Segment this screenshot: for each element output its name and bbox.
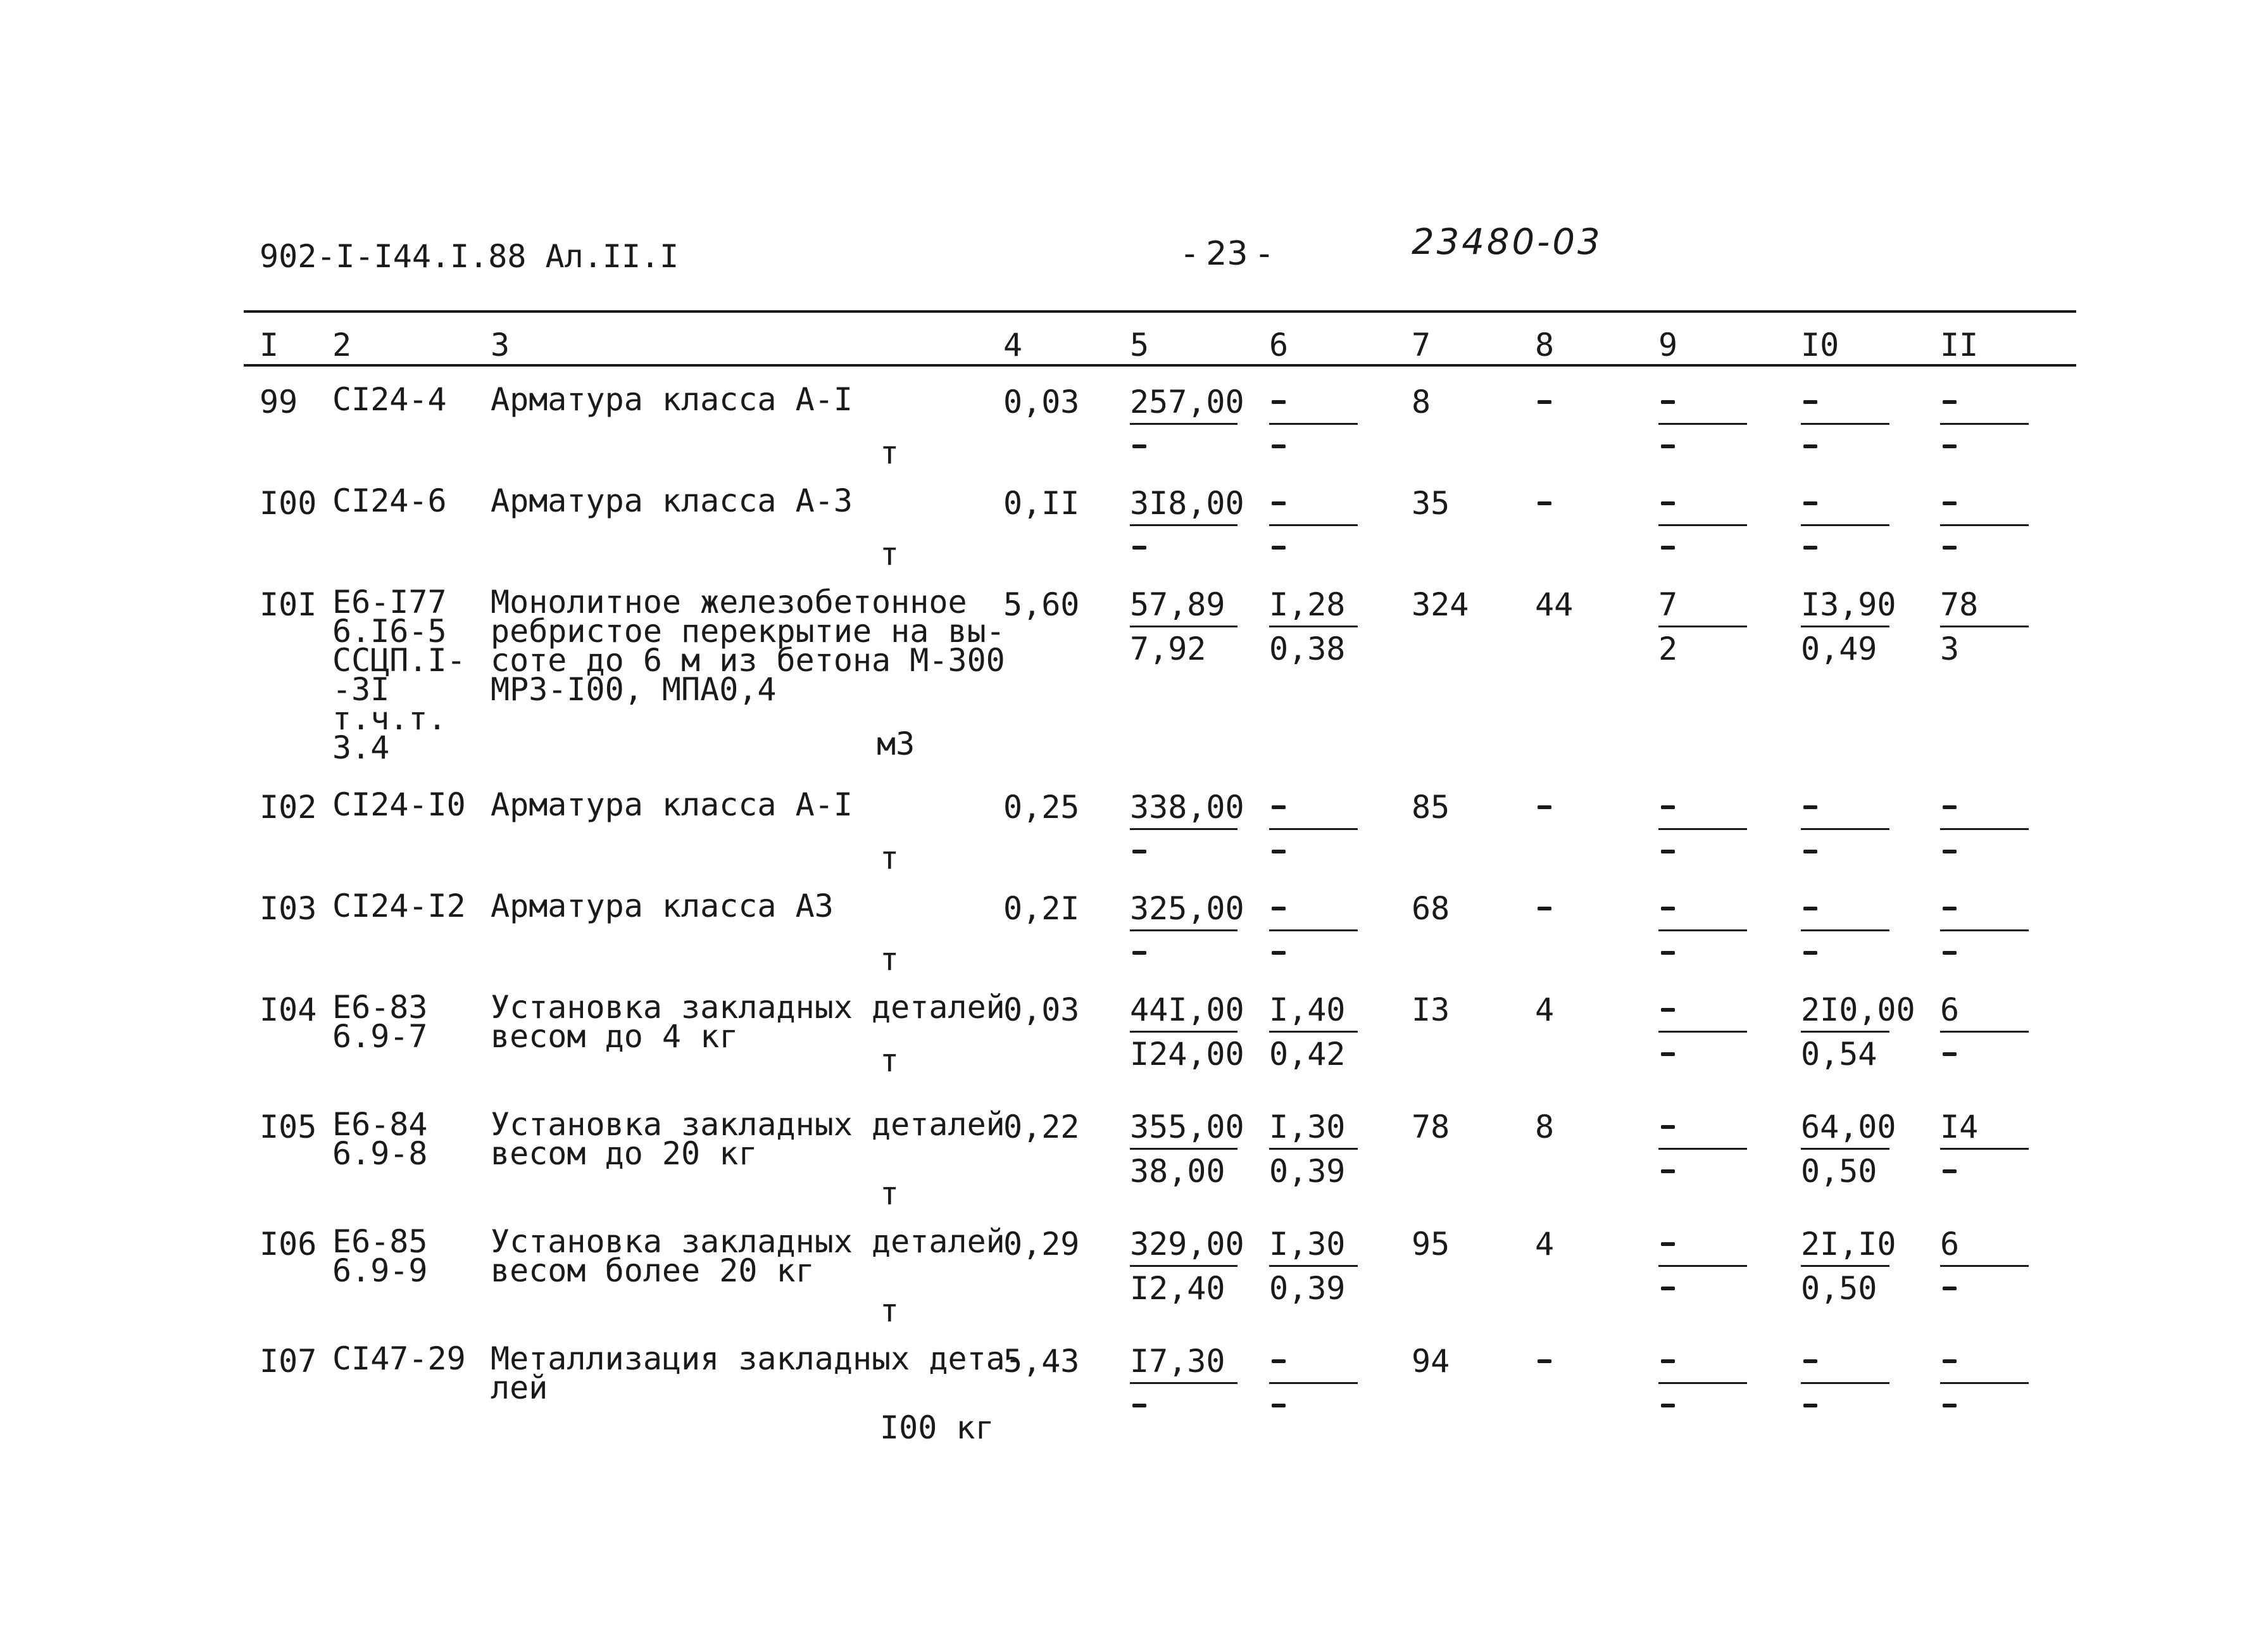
col10-top-fraction-line <box>1801 524 1889 526</box>
col10-bottom: 0,50 <box>1801 1153 1877 1190</box>
row-number: I04 <box>260 991 317 1028</box>
row-code: CI24-4 <box>332 381 447 418</box>
row-number: I07 <box>260 1343 317 1380</box>
col9-top-dash <box>1661 805 1675 809</box>
col8-value: 8 <box>1535 1109 1555 1145</box>
col7-value: I3 <box>1412 991 1450 1028</box>
col7-value: 78 <box>1412 1109 1450 1145</box>
row-description: Установка закладных деталей весом до 20 кг <box>491 1106 1005 1172</box>
col5-top: 329,00 <box>1130 1226 1244 1262</box>
col9-top-fraction-line <box>1658 423 1747 425</box>
col5-top-fraction-line <box>1130 929 1237 931</box>
col11-top: I4 <box>1940 1109 1979 1145</box>
col6-top-fraction-line <box>1269 1148 1358 1150</box>
col9-top-fraction-line <box>1658 626 1747 627</box>
col9-top-fraction-line <box>1658 1031 1747 1033</box>
col8-value: 4 <box>1535 1226 1555 1262</box>
col5-bottom: I2,40 <box>1130 1270 1225 1307</box>
col9-top-fraction-line <box>1658 828 1747 830</box>
col9-bottom-dash <box>1661 1052 1675 1056</box>
col10-bottom-dash <box>1803 546 1817 550</box>
row-unit: т <box>880 1292 899 1329</box>
col5-top: I7,30 <box>1130 1343 1225 1380</box>
col11-top-fraction-line <box>1940 1031 2029 1033</box>
col8-value-dash <box>1538 805 1551 809</box>
col9-bottom-dash <box>1661 951 1675 955</box>
col9-top-dash <box>1661 501 1675 505</box>
row-unit: т <box>880 840 899 876</box>
row-number: I0I <box>260 586 317 623</box>
col6-bottom-dash <box>1272 444 1286 448</box>
col11-bottom-dash <box>1943 444 1957 448</box>
col11-top-fraction-line <box>1940 423 2029 425</box>
col-header-5: 5 <box>1130 327 1150 363</box>
col6-top-dash <box>1272 907 1286 910</box>
document-code: 902-I-I44.I.88 Ал.II.I <box>260 238 679 275</box>
col10-top-fraction-line <box>1801 423 1889 425</box>
col5-top: 44I,00 <box>1130 991 1244 1028</box>
col8-value-dash <box>1538 400 1551 404</box>
row-unit: т <box>880 1042 899 1079</box>
col9-top: 7 <box>1658 586 1678 623</box>
col7-value: 324 <box>1412 586 1469 623</box>
row-code: CI24-6 <box>332 482 447 519</box>
col9-bottom-dash <box>1661 1169 1675 1173</box>
col5-bottom-dash <box>1132 444 1146 448</box>
page-number: - 23 - <box>1184 235 1270 273</box>
col-header-11: II <box>1940 327 1979 363</box>
col11-top-fraction-line <box>1940 828 2029 830</box>
col10-top: 64,00 <box>1801 1109 1896 1145</box>
col5-top-fraction-line <box>1130 524 1237 526</box>
col5-top: 257,00 <box>1130 384 1244 420</box>
row-code: CI24-I2 <box>332 888 466 924</box>
col10-bottom-dash <box>1803 951 1817 955</box>
col5-top-fraction-line <box>1130 423 1237 425</box>
row-number: 99 <box>260 384 298 420</box>
row-description: Монолитное железобетонное ребристое перекрытие на вы- соте до 6 м из бетона М-300 МР3-I00, МПА0,4 <box>491 584 1005 708</box>
row-number: I02 <box>260 789 317 826</box>
col11-top-fraction-line <box>1940 1382 2029 1384</box>
col10-bottom-dash <box>1803 1404 1817 1407</box>
row-quantity: 0,2I <box>1003 890 1080 927</box>
row-code: E6-I77 6.I6-5 ССЦП.I- -3I т.ч.т. 3.4 <box>332 584 466 766</box>
col9-top-dash <box>1661 1242 1675 1246</box>
col-header-7: 7 <box>1412 327 1431 363</box>
col6-top: I,30 <box>1269 1109 1346 1145</box>
col11-top-fraction-line <box>1940 1265 2029 1267</box>
col6-top-dash <box>1272 1359 1286 1363</box>
col-header-6: 6 <box>1269 327 1289 363</box>
col9-top-fraction-line <box>1658 524 1747 526</box>
col11-bottom-dash <box>1943 1169 1957 1173</box>
col-header-1: I <box>260 327 279 363</box>
row-description: Установка закладных деталей весом более 20 кг <box>491 1223 1005 1289</box>
row-unit: т <box>880 434 899 471</box>
col10-top-dash <box>1803 1359 1817 1363</box>
col5-top-fraction-line <box>1130 1265 1237 1267</box>
col6-top-dash <box>1272 805 1286 809</box>
col10-bottom: 0,49 <box>1801 631 1877 667</box>
col5-top: 57,89 <box>1130 586 1225 623</box>
row-quantity: 0,03 <box>1003 384 1080 420</box>
col-header-2: 2 <box>332 327 352 363</box>
row-unit: I00 кг <box>880 1409 994 1446</box>
col6-top-dash <box>1272 400 1286 404</box>
col6-bottom: 0,39 <box>1269 1153 1346 1190</box>
col-header-8: 8 <box>1535 327 1555 363</box>
col10-bottom-dash <box>1803 850 1817 853</box>
col9-bottom-dash <box>1661 850 1675 853</box>
col6-bottom: 0,39 <box>1269 1270 1346 1307</box>
row-quantity: 0,25 <box>1003 789 1080 826</box>
col11-top-fraction-line <box>1940 626 2029 627</box>
col6-top: I,40 <box>1269 991 1346 1028</box>
col10-bottom: 0,54 <box>1801 1036 1877 1073</box>
col5-top: 338,00 <box>1130 789 1244 826</box>
row-quantity: 0,03 <box>1003 991 1080 1028</box>
row-quantity: 0,22 <box>1003 1109 1080 1145</box>
col11-top-dash <box>1943 805 1957 809</box>
col10-top-fraction-line <box>1801 828 1889 830</box>
col9-top-dash <box>1661 1125 1675 1129</box>
col5-bottom-dash <box>1132 1404 1146 1407</box>
col5-top-fraction-line <box>1130 1382 1237 1384</box>
col-header-3: 3 <box>491 327 510 363</box>
col9-top-dash <box>1661 400 1675 404</box>
table-header-rule <box>244 364 2076 367</box>
row-quantity: 0,29 <box>1003 1226 1080 1262</box>
row-unit: т <box>880 941 899 978</box>
col10-top-dash <box>1803 501 1817 505</box>
col11-top-dash <box>1943 1359 1957 1363</box>
col10-top-dash <box>1803 907 1817 910</box>
col10-top-dash <box>1803 805 1817 809</box>
col10-bottom-dash <box>1803 444 1817 448</box>
col10-bottom: 0,50 <box>1801 1270 1877 1307</box>
col6-top-fraction-line <box>1269 1382 1358 1384</box>
col6-top-dash <box>1272 501 1286 505</box>
row-description: Арматура класса А-I <box>491 786 853 823</box>
col9-top-dash <box>1661 907 1675 910</box>
col8-value-dash <box>1538 907 1551 910</box>
col11-bottom-dash <box>1943 951 1957 955</box>
col11-bottom-dash <box>1943 546 1957 550</box>
col9-top-dash <box>1661 1359 1675 1363</box>
col6-top-fraction-line <box>1269 524 1358 526</box>
row-description: Металлизация закладных дета- лей <box>491 1340 1024 1406</box>
col9-top-dash <box>1661 1008 1675 1012</box>
col5-bottom-dash <box>1132 546 1146 550</box>
col9-top-fraction-line <box>1658 1148 1747 1150</box>
col11-top: 78 <box>1940 586 1979 623</box>
col11-bottom-dash <box>1943 1052 1957 1056</box>
col5-top-fraction-line <box>1130 626 1237 627</box>
col6-bottom: 0,38 <box>1269 631 1346 667</box>
col6-bottom-dash <box>1272 951 1286 955</box>
col9-bottom-dash <box>1661 1404 1675 1407</box>
row-quantity: 5,60 <box>1003 586 1080 623</box>
col-header-10: I0 <box>1801 327 1839 363</box>
col7-value: 94 <box>1412 1343 1450 1380</box>
col5-top: 325,00 <box>1130 890 1244 927</box>
col5-bottom-dash <box>1132 951 1146 955</box>
col11-top-dash <box>1943 907 1957 910</box>
col8-value-dash <box>1538 501 1551 505</box>
col8-value-dash <box>1538 1359 1551 1363</box>
row-code: E6-85 6.9-9 <box>332 1223 428 1289</box>
row-quantity: 5,43 <box>1003 1343 1080 1380</box>
col5-top-fraction-line <box>1130 1148 1237 1150</box>
col10-top-dash <box>1803 400 1817 404</box>
col7-value: 8 <box>1412 384 1431 420</box>
col10-top-fraction-line <box>1801 1382 1889 1384</box>
col-header-9: 9 <box>1658 327 1678 363</box>
row-code: CI24-I0 <box>332 786 466 823</box>
col5-bottom: I24,00 <box>1130 1036 1244 1073</box>
col10-top-fraction-line <box>1801 929 1889 931</box>
col10-top-fraction-line <box>1801 1265 1889 1267</box>
col9-top-fraction-line <box>1658 1265 1747 1267</box>
col8-value: 44 <box>1535 586 1574 623</box>
row-number: I05 <box>260 1109 317 1145</box>
col8-value: 4 <box>1535 991 1555 1028</box>
col5-top: 355,00 <box>1130 1109 1244 1145</box>
col11-top-dash <box>1943 400 1957 404</box>
col5-top-fraction-line <box>1130 828 1237 830</box>
col9-top-fraction-line <box>1658 1382 1747 1384</box>
col11-bottom-dash <box>1943 1287 1957 1290</box>
row-code: E6-84 6.9-8 <box>332 1106 428 1172</box>
col9-top-fraction-line <box>1658 929 1747 931</box>
col11-bottom-dash <box>1943 850 1957 853</box>
col6-top: I,30 <box>1269 1226 1346 1262</box>
col11-top-fraction-line <box>1940 929 2029 931</box>
col9-bottom-dash <box>1661 444 1675 448</box>
col10-top: 2I,I0 <box>1801 1226 1896 1262</box>
col6-top: I,28 <box>1269 586 1346 623</box>
row-number: I03 <box>260 890 317 927</box>
col6-top-fraction-line <box>1269 828 1358 830</box>
col10-top: I3,90 <box>1801 586 1896 623</box>
col5-top-fraction-line <box>1130 1031 1237 1033</box>
col6-top-fraction-line <box>1269 626 1358 627</box>
col11-top: 6 <box>1940 1226 1960 1262</box>
col7-value: 68 <box>1412 890 1450 927</box>
col10-top-fraction-line <box>1801 626 1889 627</box>
row-description: Установка закладных деталей весом до 4 кг <box>491 989 1005 1055</box>
col9-bottom-dash <box>1661 546 1675 550</box>
col11-top: 6 <box>1940 991 1960 1028</box>
col6-bottom-dash <box>1272 1404 1286 1407</box>
col7-value: 95 <box>1412 1226 1450 1262</box>
col5-bottom: 38,00 <box>1130 1153 1225 1190</box>
col9-bottom: 2 <box>1658 631 1678 667</box>
row-quantity: 0,II <box>1003 485 1080 522</box>
col6-bottom: 0,42 <box>1269 1036 1346 1073</box>
col6-bottom-dash <box>1272 546 1286 550</box>
col5-bottom-dash <box>1132 850 1146 853</box>
table-top-rule <box>244 310 2076 313</box>
col7-value: 85 <box>1412 789 1450 826</box>
row-unit: м3 <box>877 726 915 762</box>
col-header-4: 4 <box>1003 327 1023 363</box>
col6-top-fraction-line <box>1269 929 1358 931</box>
row-unit: т <box>880 536 899 572</box>
col9-bottom-dash <box>1661 1287 1675 1290</box>
row-code: CI47-29 <box>332 1340 466 1377</box>
col6-bottom-dash <box>1272 850 1286 853</box>
col11-top-fraction-line <box>1940 1148 2029 1150</box>
col11-bottom: 3 <box>1940 631 1960 667</box>
col11-top-dash <box>1943 501 1957 505</box>
col6-top-fraction-line <box>1269 1265 1358 1267</box>
col6-top-fraction-line <box>1269 423 1358 425</box>
row-unit: т <box>880 1175 899 1212</box>
col11-top-fraction-line <box>1940 524 2029 526</box>
row-code: E6-83 6.9-7 <box>332 989 428 1055</box>
row-description: Арматура класса А-I <box>491 381 853 418</box>
row-description: Арматура класса А3 <box>491 888 834 924</box>
col5-bottom: 7,92 <box>1130 631 1206 667</box>
col10-top: 2I0,00 <box>1801 991 1915 1028</box>
row-number: I06 <box>260 1226 317 1262</box>
row-number: I00 <box>260 485 317 522</box>
col7-value: 35 <box>1412 485 1450 522</box>
handwritten-number: 23480-03 <box>1412 222 1603 263</box>
col11-bottom-dash <box>1943 1404 1957 1407</box>
col5-top: 3I8,00 <box>1130 485 1244 522</box>
col10-top-fraction-line <box>1801 1148 1889 1150</box>
col6-top-fraction-line <box>1269 1031 1358 1033</box>
col10-top-fraction-line <box>1801 1031 1889 1033</box>
row-description: Арматура класса А-3 <box>491 482 853 519</box>
